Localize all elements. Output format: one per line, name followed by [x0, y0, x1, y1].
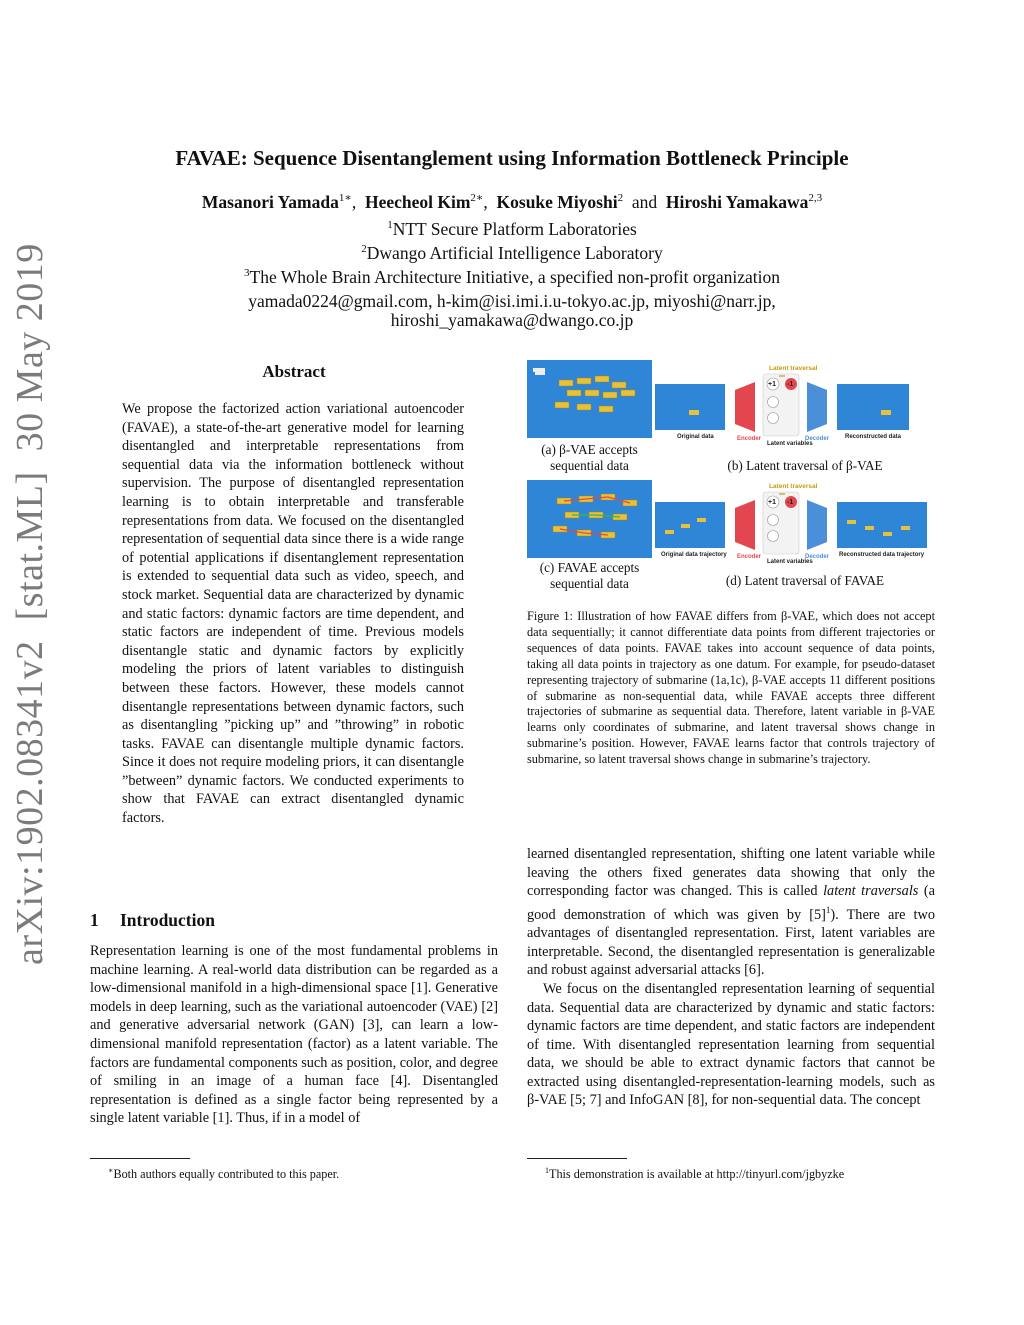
reconstructed-trajectory-label: Reconstructed data trajectory — [839, 552, 925, 558]
arxiv-stamp: arXiv:1902.08341v2 [stat.ML] 30 May 2019 — [9, 243, 51, 965]
encoder-label: Encoder — [737, 554, 762, 560]
paper-title: FAVAE: Sequence Disentanglement using Information Bottleneck Principle — [175, 146, 849, 170]
affiliation-text: The Whole Brain Architecture Initiative, a specified non-profit organization — [249, 267, 780, 287]
author-name: Kosuke Miyoshi — [496, 191, 618, 212]
section-number: 1 — [90, 910, 99, 930]
reconstructed-trajectory-image — [837, 502, 927, 548]
author-name: Masanori Yamada — [201, 191, 339, 212]
submarine-sprite — [689, 410, 699, 415]
email-line: yamada0224@gmail.com, h-kim@isi.imi.i.u-tokyo.ac.jp, miyoshi@narr.jp, — [248, 291, 776, 311]
sky-background — [527, 480, 652, 558]
footnote-ref: 1 — [825, 904, 831, 915]
text-run: learned disentangled representation, shifting one latent variable while leaving the others fixed generates data showing that only the corresponding factor was changed. This is called — [527, 846, 935, 900]
right-paragraph-1 — [527, 845, 935, 980]
panel-c-image — [527, 480, 652, 558]
right-column-text — [527, 845, 935, 1110]
encoder-shape — [735, 500, 755, 550]
caption-a: (a) β-VAE accepts sequential data — [541, 442, 638, 473]
and-word: and — [631, 191, 658, 212]
panel-d-diagram — [655, 480, 935, 568]
reconstructed-data-label: Reconstructed data — [845, 434, 902, 440]
decoder-label: Decoder — [805, 554, 830, 560]
latent-variables-label: Latent variables — [767, 559, 813, 565]
author-sup: 2∗ — [470, 192, 484, 204]
intro-text — [90, 942, 498, 1128]
caption-c: (c) FAVAE accepts sequential data — [539, 560, 640, 591]
author-sup: 1∗ — [338, 192, 352, 204]
abstract-paragraph: We propose the factorized action variational autoencoder (FAVAE), a state-of-the-art generative model for learning disentangled and interpretable representations from sequential data via the information bottleneck without supervision. The purpose of disentangled representation learning is to obtain interpretable and transferable representations from data. We focused on the disentangled representation of sequential data since there is a wide range of potential applications if disentanglement representation is extended to sequential data such as video, speech, and stock market. Sequential data are characterized by dynamic and static factors: dynamic factors are time dependent, and static factors are independent of time. Previous models disentangle static and dynamic factors by explicitly modeling the priors of latent variables to distinguish between these factors. However, these models cannot disentangle representations between dynamic factors, such as disentangling ”picking up” and ”throwing” in robotic tasks. FAVAE can disentangle multiple dynamic factors. Since it does not require modeling priors, it can disentangle ”between” dynamic factors. We conducted experiments to show that FAVAE can extract disentangled dynamic factors. — [122, 401, 464, 827]
affiliation-sup: 1 — [387, 219, 393, 232]
encoder-label: Encoder — [737, 436, 762, 442]
latent-node — [768, 413, 779, 424]
section-title: Introduction — [120, 910, 215, 930]
panel-b-diagram — [655, 362, 935, 450]
latent-traversal-label: Latent traversal — [769, 483, 818, 490]
latent-node — [768, 515, 779, 526]
email-line: hiroshi_yamakawa@dwango.co.jp — [390, 310, 634, 330]
text-run: (a good demonstration of which was given by [5] — [527, 883, 935, 923]
author-sup: 2 — [617, 192, 624, 204]
footnote-text: Both authors equally contributed to this paper. — [113, 1167, 340, 1182]
submarine-sprite — [881, 410, 891, 415]
caption-d: (d) Latent traversal of FAVAE — [725, 573, 885, 588]
latent-variables-label: Latent variables — [767, 441, 813, 447]
right-paragraph-2: We focus on the disentangled representation learning of sequential data. Sequential data are characterized by dynamic and static factors: dynamic factors are time dependent, and static factors are independent of time. With disentangled representation learning from sequential data, we should be able to extract dynamic factors that cannot be extracted using disentangled-representation-learning models, such as β-VAE [5; 7] and InfoGAN [8], for non-sequential data. The concept — [527, 980, 935, 1109]
intro-paragraph: Representation learning is one of the most fundamental problems in machine learning. A real-world data distribution can be regarded as a low-dimensional manifold in a high-dimensional space [1]. Generative models in deep learning, such as the variational autoencoder (VAE) [2] and generative adversarial network (GAN) [3], can learn a low-dimensional manifold representation (factor) as a latent variable. The factors are fundamental components such as position, color, and degree of smiling in an image of a human face [4]. Disentangled representation is defined as a single factor being represented by a single latent variable [1]. Thus, if in a model of — [90, 943, 498, 1127]
decoder-shape — [807, 500, 827, 550]
author-name: Heecheol Kim — [364, 191, 471, 212]
original-trajectory-label: Original data trajectory — [661, 552, 727, 558]
decoder-shape — [807, 382, 827, 432]
latent-node — [768, 531, 779, 542]
footnote-mark: 1 — [545, 1166, 549, 1175]
encoder-shape — [735, 382, 755, 432]
caption-b: (b) Latent traversal of β-VAE — [727, 458, 883, 473]
original-data-image — [655, 384, 725, 430]
affiliation-sup: 2 — [361, 243, 367, 256]
affiliation-text: Dwango Artificial Intelligence Laboratory — [366, 243, 663, 263]
author-sup: 2,3 — [808, 192, 823, 204]
panel-a-image — [527, 360, 652, 438]
affiliation — [0, 243, 1024, 264]
abstract-text — [122, 400, 464, 828]
plus-one-label: +1 — [768, 499, 776, 506]
footnote-rule — [90, 1158, 190, 1159]
footnote-text: This demonstration is available at http://tinyurl.com/jgbyzke — [549, 1167, 845, 1182]
author-list: Masanori Yamada$^{1∗}$, Heecheol Kim$^{2∗}$, Kosuke Miyoshi$^2$ and Hiroshi Yamakawa$^{2,3}$ — [201, 191, 823, 212]
footnote-mark: ∗ — [108, 1166, 114, 1175]
affiliation-sup: 3 — [244, 267, 250, 280]
footnote-rule — [527, 1158, 627, 1159]
abstract-heading: Abstract — [262, 362, 326, 381]
affiliation-text: NTT Secure Platform Laboratories — [392, 219, 637, 239]
reconstructed-data-image — [837, 384, 909, 430]
sky-background — [527, 360, 652, 438]
minus-one-label: -1 — [787, 381, 794, 388]
latent-traversal-label: Latent traversal — [769, 365, 818, 372]
affiliation — [0, 219, 1024, 240]
affiliation — [0, 267, 1024, 288]
footnote-left — [108, 1163, 498, 1182]
latent-node — [768, 397, 779, 408]
figure-caption: Figure 1: Illustration of how FAVAE differs from β-VAE, which does not accept data sequentially; it cannot differentiate data points from different trajectories or sequences of data points. FAVAE takes into account sequence of data points, taking all data points in trajectory as one datum. For example, for pseudo-dataset representing trajectory of submarine (1a,1c), β-VAE accepts 11 different positions of submarine as non-sequential data, while FAVAE accepts three different trajectories of submarine as sequential data. Therefore, latent variable in β-VAE learns only coordinates of submarine, and latent traversal shows change in submarine’s position. However, FAVAE learns factor that controls trajectory of submarine, so latent traversal shows change in submarine’s trajectory. — [527, 609, 935, 767]
section-heading — [90, 910, 215, 931]
minus-one-label: -1 — [787, 499, 794, 506]
decoder-label: Decoder — [805, 436, 830, 442]
original-data-label: Original data — [677, 434, 714, 440]
plus-one-label: +1 — [768, 381, 776, 388]
footnote-right — [545, 1163, 935, 1182]
emphasis: latent traversals — [823, 883, 919, 900]
figure-1 — [527, 360, 935, 600]
text-run: ). There are two advantages of disentangled representation. First, latent variables are interpretable. Second, the disentangled representation is generalizable and robust against adversarial attacks [6]. — [527, 906, 935, 979]
author-name: Hiroshi Yamakawa — [665, 191, 809, 212]
